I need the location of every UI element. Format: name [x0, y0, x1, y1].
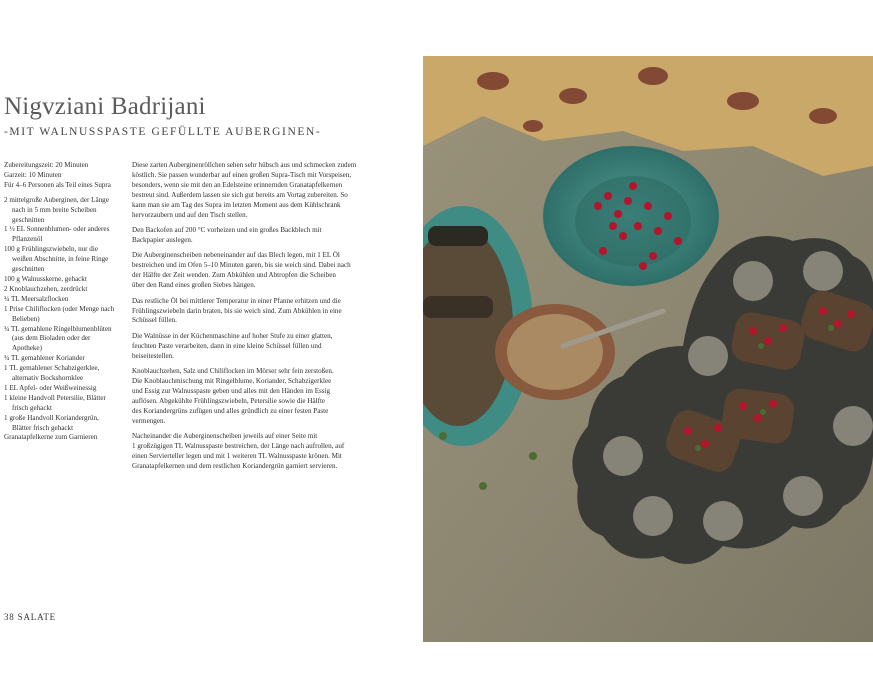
method-line: Diese zarten Auberginenröllchen sehen sehr hübsch aus und schmecken zudem: [132, 161, 357, 169]
method-line: bestreut sind. Außerdem lassen sie sich gut bereits am Vortag zubereiten. So: [132, 190, 348, 199]
ingredient-line: Zubereitungszeit: 20 Minuten: [4, 161, 89, 169]
method-line: der Hälfte der Zeit wenden. Zum Abkühlen und Abtropfen die Scheiben: [132, 271, 336, 280]
ingredient-line: ¾ TL gemahlener Koriander: [4, 354, 85, 363]
ingredient-line: 2 Knoblauchzehen, zerdrückt: [4, 284, 88, 293]
ingredient-line: Pflanzenöl: [12, 235, 43, 244]
method-line: besonders, wenn sie mit den an Edelsteine erinnernden Granatapfelkernen: [132, 180, 343, 189]
ingredient-line: 1 kleine Handvoll Petersilie, Blätter: [4, 393, 106, 402]
ingredient-line: frisch gehackt: [12, 403, 52, 412]
method-line: Das restliche Öl bei mittlerer Temperatur in einer Pfanne erhitzen und die: [132, 296, 341, 305]
ingredient-line: Garzeit: 10 Minuten: [4, 170, 62, 179]
ingredient-line: 1 ½ EL Sonnenblumen- oder anderes: [4, 225, 110, 234]
method-line: auflösen. Abgekühlte Frühlingszwiebeln, Petersilie sowie die Hälfte: [132, 397, 326, 405]
method-line: beiseitestellen.: [132, 351, 174, 360]
ingredient-line: 1 große Handvoll Koriandergrün,: [4, 413, 99, 422]
ingredient-line: Granatapfelkerne zum Garnieren: [4, 433, 98, 442]
ingredient-line: ¾ TL Meersalzflocken: [4, 294, 69, 303]
method-line: Nacheinander die Auberginenscheiben jeweils auf einer Seite mit: [132, 432, 318, 441]
method-line: und Essig zur Walnusspaste geben und alles mit den Händen im Essig: [132, 387, 331, 396]
method-line: Die Walnüsse in der Küchenmaschine auf hoher Stufe zu einer glatten,: [132, 331, 333, 340]
method-line: 1 großzügigen TL Walnusspaste bestreichen, der Länge nach aufrollen, auf: [132, 442, 345, 451]
ingredient-line: 100 g Frühlingszwiebeln, nur die: [4, 245, 98, 254]
method-line: hervorzaubern und auf den Tisch stellen.: [132, 210, 248, 219]
method-line: feuchten Paste verarbeiten, dann in eine kleine Schüssel füllen und: [132, 341, 322, 350]
method-line: Die Auberginenscheiben nebeneinander auf das Blech legen, mit 1 EL Öl: [132, 251, 340, 260]
method-line: Granatapfelkernen und dem restlichen Koriandergrün garniert servieren.: [132, 462, 338, 471]
method-line: Backpapier auslegen.: [132, 235, 193, 244]
ingredient-line: (aus dem Bioladen oder der: [12, 334, 91, 343]
ingredient-line: geschnitten: [12, 265, 45, 274]
ingredient-line: alternativ Bockshornklee: [12, 374, 84, 383]
ingredient-line: 1 EL Apfel- oder Weißweinessig: [4, 383, 97, 392]
ingredient-line: 1 Prise Chiliflocken (oder Menge nach: [4, 304, 115, 313]
food-photo: [423, 56, 873, 642]
method-line: Schüssel füllen.: [132, 316, 177, 325]
ingredient-line: 100 g Walnusskerne, gehackt: [4, 274, 87, 283]
ingredient-line: Blätter frisch gehackt: [12, 423, 74, 432]
recipe-page: [0, 0, 410, 698]
ingredient-line: Belieben): [12, 314, 40, 323]
ingredient-line: 2 mittelgroße Auberginen, der Länge: [4, 195, 109, 204]
ingredient-line: 1 TL gemahlener Schabzigerklee,: [4, 364, 100, 373]
recipe-subtitle: -MIT WALNUSSPASTE GEFÜLLTE AUBERGINEN-: [4, 126, 322, 138]
method-line: bestreichen und im Ofen 5–10 Minuten garen, bis sie weich sind. Dabei nach: [132, 261, 351, 270]
ingredient-list: [4, 161, 124, 443]
ingredient-line: nach in 5 mm breite Scheiben: [12, 205, 97, 214]
method-line: Frühlingszwiebeln darin braten, bis sie weich sind. Zum Abkühlen in eine: [132, 306, 342, 315]
method-line: Die Knoblauchmischung mit Ringelblume, Koriander, Schabzigerklee: [132, 377, 332, 386]
section-name: SALATE: [17, 612, 56, 622]
ingredient-line: Für 4–6 Personen als Teil eines Supra: [4, 180, 111, 189]
recipe-title: Nigvziani Badrijani: [4, 93, 206, 120]
ingredient-line: Apotheke): [12, 344, 42, 353]
ingredient-line: ¾ TL gemahlene Ringelblumenblüten: [4, 324, 112, 333]
method-line: des Koriandergrüns zufügen und alles gründlich zu einer festen Paste: [132, 406, 329, 415]
method-line: vermengen.: [132, 416, 166, 425]
method-line: kann man sie am Tag des Supra im letzten Moment aus dem Kühlschrank: [132, 200, 341, 209]
method-line: Den Backofen auf 200 °C vorheizen und ein großes Backblech mit: [132, 226, 322, 235]
ingredient-line: geschnitten: [12, 215, 45, 224]
ingredient-line: weißen Abschnitte, in feine Ringe: [12, 255, 109, 264]
page-footer: [4, 612, 56, 622]
food-photo-illustration: [423, 56, 873, 642]
page-number: 38: [4, 612, 15, 622]
method-line: köstlich. Sie passen wunderbar auf einen großen Supra-Tisch mit Vorspeisen,: [132, 170, 352, 179]
method-line: über den Rand eines großen Siebes hängen.: [132, 281, 256, 290]
method-line: einen Servierteller legen und mit 1 weiteren TL Walnusspaste krönen. Mit: [132, 452, 342, 461]
method-line: Knoblauchzehen, Salz und Chiliflocken im Mörser sehr fein zerstoßen.: [132, 367, 334, 376]
method-text: [132, 161, 397, 472]
